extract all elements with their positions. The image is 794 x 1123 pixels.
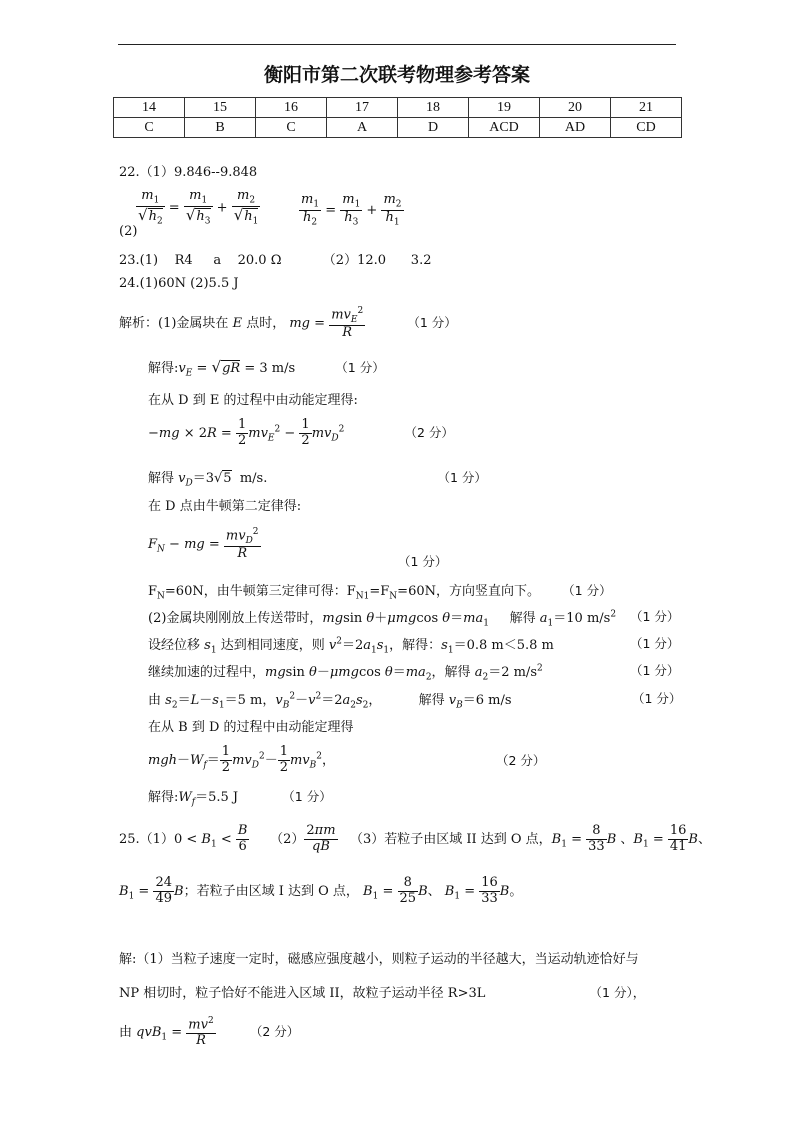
q22-part2-label: (2) — [119, 224, 138, 239]
q24-vd-solution: 解得 $v_D=3√5$ m/s. （1 分） — [148, 470, 487, 489]
table-cell: 18 — [398, 98, 469, 118]
q25-solution-line3: 由 qvB$_1$ = $\frac{mv^2}{R}$ （2 分） — [119, 1016, 300, 1049]
table-cell: B — [185, 118, 256, 138]
q24-fn-result: $F_N=60N$，由牛顿第三定律可得：$F_{N1}=F_N=60N$，方向竖直向下。 （1 分） — [148, 583, 612, 602]
q22-answer-1: 22.（1）9.846--9.848 — [119, 165, 258, 180]
table-cell: 16 — [256, 98, 327, 118]
q24-answer: 24.(1)60N (2)5.5 J — [119, 276, 239, 291]
q24-energy-eq: −mg × 2R = $\frac{1}{2}$ $mv_E^2$ − $\frac{1}{2}$ $mv_D^2$ （2 分） — [148, 417, 454, 448]
table-cell: 17 — [327, 98, 398, 118]
q23-answer: 23.(1) R4 a 20.0 Ω （2）12.0 3.2 — [119, 253, 432, 268]
q24-vb-points: （1 分） — [632, 691, 682, 706]
q24-part2-points: （1 分） — [630, 609, 680, 624]
table-cell: CD — [611, 118, 682, 138]
q24-newton-points: （1 分） — [398, 554, 448, 569]
table-cell: A — [327, 118, 398, 138]
q24-vb: 由 $s_2=L-s_1=5$ m，$v_B^2-v^2=2a_2s_2$， 解得 $v_B=6$ m/s — [148, 691, 512, 711]
q24-at-d: 在 D 点由牛顿第二定律得: — [148, 499, 302, 514]
table-cell: ACD — [469, 118, 540, 138]
table-cell: C — [114, 118, 185, 138]
q25-solution-line1: 解:（1）当粒子速度一定时，磁感应强度越小，则粒子运动的半径越大，当运动轨迹恰好与 — [119, 952, 639, 967]
table-cell: D — [398, 118, 469, 138]
header-rule — [118, 44, 676, 45]
table-cell: 14 — [114, 98, 185, 118]
q24-analysis-1: 解析：(1)金属块在 E 点时， mg = $\frac{mv_E^2}{R}$ （1 分） — [119, 306, 457, 341]
q24-part2-line: (2)金属块刚刚放上传送带时，mgsin θ＋μmgcos $\theta=ma_1$ 解得 $a_1=10$ $m/s^2$ — [148, 609, 617, 629]
answer-row — [114, 118, 682, 138]
q24-wf-equation: $mgh-W_f=$ $\frac{1}{2}$ $mv_D^2-$ $\frac{1}{2}$ $mv_B^2$， — [148, 744, 336, 775]
page-title: 衡阳市第二次联考物理参考答案 — [263, 64, 530, 86]
table-cell: C — [256, 118, 327, 138]
q25-solution-line2: NP 相切时，粒子恰好不能进入区域 II，故粒子运动半径 R>3L （1 分）， — [119, 985, 646, 1001]
q24-wf-eq-points: （2 分） — [496, 753, 546, 768]
table-cell: 15 — [185, 98, 256, 118]
q24-displacement: 设经位移 $s_1$ 达到相同速度，则 $v^2=2a_1s_1$，解得：$s_1=0.8$ m＜5.8 m — [148, 636, 554, 656]
q24-newton-eq: $F_N$ − mg = $\frac{mv_D^2}{R}$ — [148, 527, 259, 562]
table-cell: 20 — [540, 98, 611, 118]
question-number-row — [114, 98, 682, 118]
table-cell: AD — [540, 118, 611, 138]
q24-ve-solution: 解得$:v_E = √gR = 3$ m/s （1 分） — [148, 358, 385, 379]
q24-continue: 继续加速的过程中，mgsin θ－μmgcos $\theta=ma_2$，解得 $a_2=2$ $m/s^2$ — [148, 663, 543, 683]
table-cell: 21 — [611, 98, 682, 118]
q24-wf-solution: 解得$:W_f=5.5$ J （1 分） — [148, 789, 332, 808]
q22-formula-b: $\frac{m_1}{h_2}$ = $\frac{m_1}{h_3}$ + $\frac{m_2}{h_1}$ — [301, 192, 402, 228]
table-cell: 19 — [469, 98, 540, 118]
q25-answer-line2: $B_1$ = $\frac{24}{49}$ B；若粒子由区域 I 达到 O 点， $B_1$ = $\frac{8}{25}$ B、 $B_1$ = $\frac{16}{33}$ B。 — [119, 875, 523, 906]
q24-displacement-points: （1 分） — [630, 636, 680, 651]
q24-continue-points: （1 分） — [630, 663, 680, 678]
q22-formula-a: $\frac{m_1}{√h_2}$ = $\frac{m_1}{√h_3}$ + $\frac{m_2}{√h_1}$ — [138, 188, 259, 227]
answer-table — [113, 97, 682, 138]
q24-d-to-e: 在从 D 到 E 的过程中由动能定理得: — [148, 393, 358, 408]
q25-answer-line1: $25.(1)0 < B_1$ < $\frac{B}{6}$ （2） $\frac{2\pi m}{qB}$ （3）若粒子由区域 II 达到 O 点，$B_1$ = $\frac{8}{33}$ B 、$B_1$ = $\frac{16}{41}$ B、 — [119, 823, 711, 854]
q24-b-to-d: 在从 B 到 D 的过程中由动能定理得 — [148, 720, 354, 735]
